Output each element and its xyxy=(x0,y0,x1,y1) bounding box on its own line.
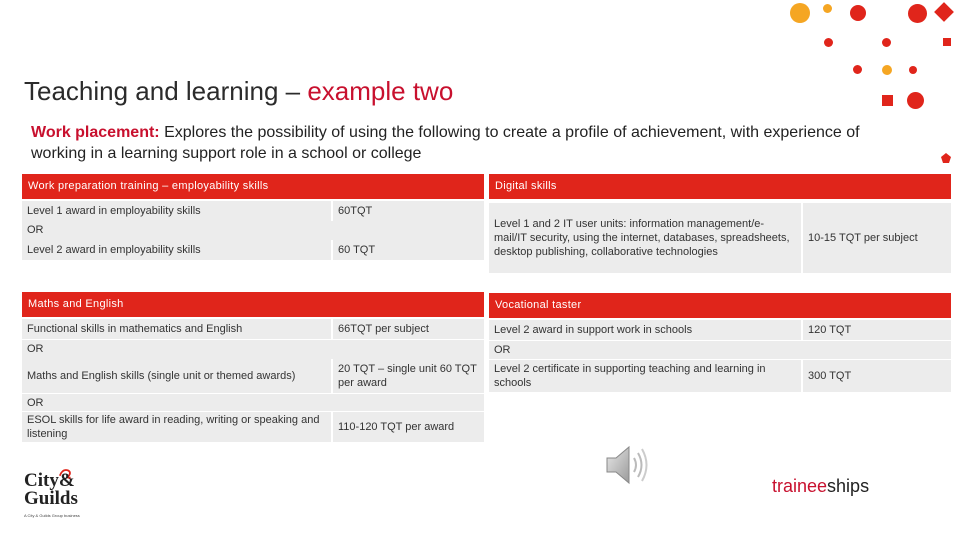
dot xyxy=(882,65,892,75)
dot xyxy=(850,5,866,21)
dot xyxy=(790,3,810,23)
or-label: OR xyxy=(489,341,951,359)
work-prep-row-2-label: Level 2 award in employability skills xyxy=(22,240,331,260)
maths-row-3-label: ESOL skills for life award in reading, writing or speaking and listening xyxy=(22,412,331,442)
traineeships-brand: traineeships xyxy=(772,476,870,496)
square xyxy=(882,95,893,106)
maths-header: Maths and English xyxy=(22,292,484,317)
work-prep-row-1-label: Level 1 award in employability skills xyxy=(22,201,331,221)
dot xyxy=(882,38,891,47)
dot xyxy=(908,4,927,23)
vocational-header: Vocational taster xyxy=(489,293,951,318)
work-prep-header: Work preparation training – employability skills xyxy=(22,174,484,199)
digital-row-value: 10-15 TQT per subject xyxy=(803,203,951,273)
vocational-row-1-label: Level 2 award in support work in schools xyxy=(489,320,801,340)
maths-row-2-value: 20 TQT – single unit 60 TQT per award xyxy=(333,359,484,393)
digital-header: Digital skills xyxy=(489,174,951,199)
vocational-row-2-label: Level 2 certificate in supporting teaching and learning in schools xyxy=(489,360,801,392)
digital-row-label: Level 1 and 2 IT user units: information management/e-mail/IT security, using the internet, databases, spreadsheets, desktop publishing, collaborative technologies xyxy=(489,203,801,273)
maths-row-1-label: Functional skills in mathematics and English xyxy=(22,319,331,339)
maths-row-3-value: 110-120 TQT per award xyxy=(333,412,484,442)
maths-row-1-value: 66TQT per subject xyxy=(333,319,484,339)
work-prep-row-1-value: 60TQT xyxy=(333,201,484,221)
square xyxy=(943,38,951,46)
maths-row-2-label: Maths and English skills (single unit or themed awards) xyxy=(22,359,331,393)
dot xyxy=(909,66,917,74)
speaker-icon[interactable] xyxy=(603,441,655,489)
or-label: OR xyxy=(22,394,484,411)
vocational-row-1-value: 120 TQT xyxy=(803,320,951,340)
diamond xyxy=(934,2,954,22)
or-label: OR xyxy=(22,221,484,240)
page-title: Teaching and learning – example two xyxy=(24,76,454,106)
work-prep-row-2-value: 60 TQT xyxy=(333,240,484,260)
logo-wordmark: City& Guilds xyxy=(24,470,78,509)
dot xyxy=(823,4,832,13)
dot xyxy=(853,65,862,74)
vocational-row-2-value: 300 TQT xyxy=(803,360,951,392)
intro-text: Work placement: Explores the possibility of using the following to create a profile of achievement, with experience of working in a learning support role in a school or college xyxy=(31,124,860,162)
dot xyxy=(907,92,924,109)
pentagon xyxy=(941,153,951,163)
dot xyxy=(824,38,833,47)
logo-tagline: A City & Guilds Group business xyxy=(24,513,80,518)
or-label: OR xyxy=(22,340,484,359)
